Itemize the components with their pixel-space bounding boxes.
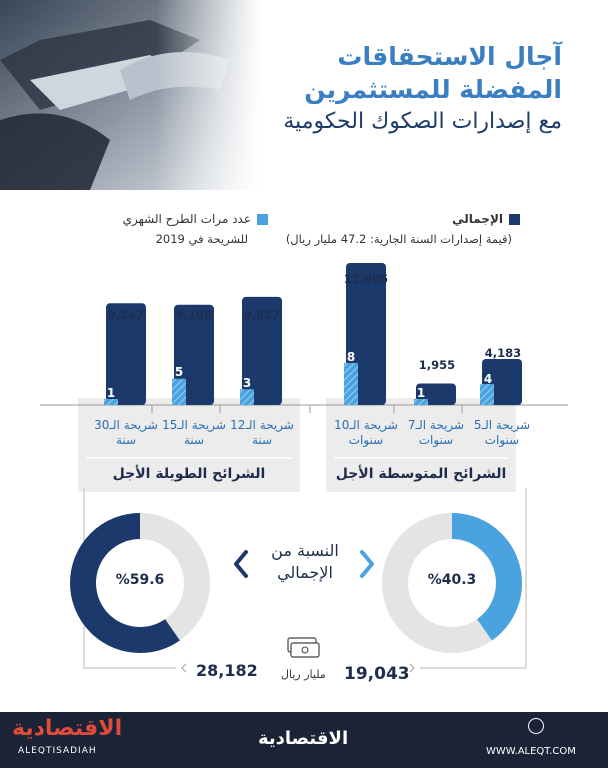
category-30-line1: شريحة الـ30 xyxy=(94,418,158,432)
category-10 xyxy=(326,418,406,448)
count-label-30: 1 xyxy=(106,386,116,400)
value-label-15: 9,108 xyxy=(175,308,213,322)
count-label-12: 3 xyxy=(242,376,252,390)
chevron-right-icon xyxy=(362,552,372,576)
bar-chart xyxy=(0,250,608,500)
value-label-7: 1,955 xyxy=(418,358,456,372)
medium-share-label: %40.3 xyxy=(427,572,477,588)
legend-total-swatch xyxy=(509,214,520,225)
count-label-15: 5 xyxy=(174,365,184,379)
value-label-5: 4,183 xyxy=(484,346,522,360)
category-5 xyxy=(462,418,542,448)
legend-total-label: الإجمالي xyxy=(452,212,503,226)
share-section xyxy=(0,488,608,688)
legend-total-note: (قيمة إصدارات السنة الجارية: 47.2 مليار ريال) xyxy=(285,232,512,246)
category-10-line1: شريحة الـ10 xyxy=(334,418,398,432)
value-label-30: 9,247 xyxy=(107,308,145,322)
footer-bar xyxy=(0,712,608,768)
group-label-long: الشرائح الطويلة الأجل xyxy=(112,466,266,482)
bar-count-5 xyxy=(480,384,494,405)
category-7-line2: سنوات xyxy=(418,433,454,447)
category-12-line2: سنة xyxy=(251,433,273,447)
long-total: 28,182 xyxy=(196,661,258,680)
count-label-10: 8 xyxy=(346,350,356,364)
share-center-line1: النسبة من xyxy=(271,541,339,560)
category-5-line1: شريحة الـ5 xyxy=(473,418,531,432)
legend-monthly xyxy=(123,212,268,226)
value-label-12: 9,827 xyxy=(243,308,281,322)
category-10-line2: سنوات xyxy=(348,433,384,447)
chevron-left-icon xyxy=(236,552,246,576)
legend-monthly-label2: للشريحة في 2019 xyxy=(155,232,248,246)
header-photo xyxy=(0,0,260,190)
footer-logo-english: ALEQTISADIAH xyxy=(18,746,97,756)
value-label-10: 12,905 xyxy=(343,272,389,286)
title-line1: آجال الاستحقاقات xyxy=(337,42,562,71)
subtitle: مع إصدارات الصكوك الحكومية xyxy=(283,109,562,134)
category-12-line1: شريحة الـ12 xyxy=(230,418,294,432)
bar-count-3 xyxy=(344,363,358,405)
footer-logo-arabic: الاقتصادية xyxy=(12,716,123,741)
footer-center-logo: الاقتصادية xyxy=(258,728,349,749)
bar-count-2 xyxy=(240,389,254,405)
count-label-7: 1 xyxy=(416,386,426,400)
category-5-line2: سنوات xyxy=(484,433,520,447)
legend-monthly-swatch xyxy=(257,214,268,225)
unit-label: مليار ريال xyxy=(281,668,326,681)
frame-right-arrow xyxy=(410,664,414,672)
legend-monthly-label: عدد مرات الطرح الشهري xyxy=(122,212,251,226)
medium-total: 19,043 xyxy=(344,664,410,684)
legend-total xyxy=(452,212,520,226)
category-30-line2: سنة xyxy=(115,433,137,447)
category-7-line1: شريحة الـ7 xyxy=(407,418,465,432)
category-15-line1: شريحة الـ15 xyxy=(162,418,226,432)
bar-count-1 xyxy=(172,379,186,405)
long-share-label: %59.6 xyxy=(115,572,165,588)
share-center-label xyxy=(250,540,360,584)
share-center-line2: الإجمالي xyxy=(277,563,333,582)
globe-icon xyxy=(528,718,544,734)
money-icon-back xyxy=(291,643,319,657)
category-12 xyxy=(222,418,302,448)
count-label-5: 4 xyxy=(483,372,493,386)
footer-url[interactable]: WWW.ALEQT.COM xyxy=(486,746,576,757)
group-label-medium: الشرائح المتوسطة الأجل xyxy=(335,466,507,482)
title-block xyxy=(232,40,562,138)
frame-left-arrow xyxy=(182,664,186,672)
category-15-line2: سنة xyxy=(183,433,205,447)
title-line2: المفضلة للمستثمرين xyxy=(304,75,562,104)
